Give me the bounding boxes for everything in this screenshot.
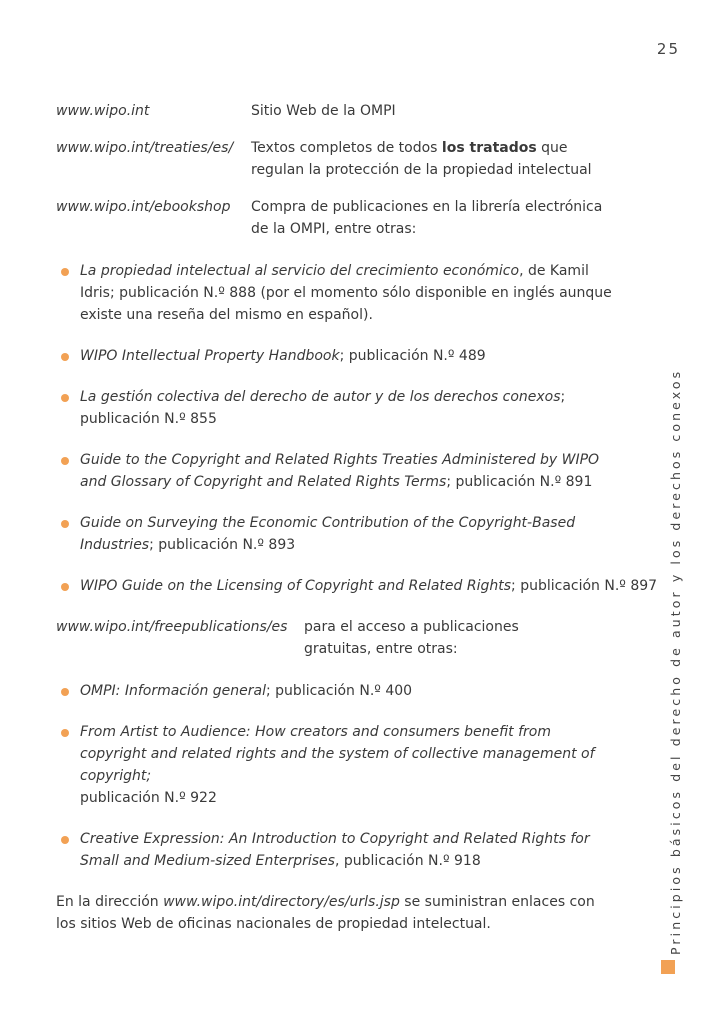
link-url[interactable]: www.wipo.int/ebookshop — [56, 199, 231, 215]
list-item — [56, 828, 616, 872]
bullet-icon — [61, 353, 69, 361]
bullet-icon — [61, 583, 69, 591]
link-url[interactable]: www.wipo.int — [56, 103, 150, 119]
freepublications-list — [56, 680, 616, 872]
publication-info: ; publicación N.º 897 — [511, 578, 658, 594]
publication-info: , de Kamil Idris; publicación N.º 888 (por el momento sólo disponible en inglés aunque existe una reseña del mismo en español). — [80, 263, 612, 323]
link-url[interactable]: www.wipo.int/treaties/es/ — [56, 140, 234, 156]
list-item — [56, 345, 616, 367]
list-item — [56, 386, 616, 430]
bullet-icon — [61, 268, 69, 276]
link-description: Compra de publicaciones en la librería electrónica de la OMPI, entre otras: — [251, 199, 603, 237]
link-row-ebookshop — [56, 196, 616, 240]
footer-paragraph — [56, 891, 616, 935]
publication-title: From Artist to Audience: How creators and consumers benefit from copyright and related rights and the system of collective management of copyright; — [80, 724, 595, 784]
page-number: 25 — [656, 40, 680, 58]
publication-title: La gestión colectiva del derecho de autor y de los derechos conexos — [80, 389, 561, 405]
publication-info: ; publicación N.º 893 — [149, 537, 296, 553]
list-item — [56, 449, 616, 493]
bullet-icon — [61, 394, 69, 402]
bullet-icon — [61, 520, 69, 528]
list-item — [56, 575, 658, 597]
publication-title: Guide to the Copyright and Related Rights Treaties Administered by WIPO and Glossary of Copyright and Related Rights Terms — [80, 452, 600, 490]
bullet-icon — [61, 836, 69, 844]
publication-info: ; publicación N.º 489 — [339, 348, 486, 364]
desc-text: que regulan la protección de la propiedad intelectual — [251, 140, 592, 178]
link-description: para el acceso a publicaciones gratuitas, entre otras: — [304, 619, 519, 657]
publication-title: Guide on Surveying the Economic Contribution of the Copyright-Based Industries — [80, 515, 576, 553]
publication-info: ; publicación N.º 855 — [80, 389, 566, 427]
directory-link[interactable]: www.wipo.int/directory/es/urls.jsp — [163, 894, 400, 910]
publication-info: publicación N.º 922 — [80, 790, 217, 806]
link-description: Sitio Web de la OMPI — [251, 103, 396, 119]
footer-text: se suministran enlaces con los sitios Web de oficinas nacionales de propiedad intelectual. — [56, 894, 595, 932]
link-row-treaties — [56, 137, 616, 181]
section-marker-square — [661, 960, 675, 974]
list-item — [56, 721, 616, 809]
publication-title: WIPO Intellectual Property Handbook — [80, 348, 340, 364]
footer-text: En la dirección — [56, 894, 164, 910]
bullet-icon — [61, 688, 69, 696]
list-item — [56, 260, 616, 326]
publication-info: ; publicación N.º 400 — [266, 683, 413, 699]
link-url[interactable]: www.wipo.int/freepublications/es — [56, 619, 288, 635]
desc-bold-text: los tratados — [441, 140, 537, 156]
publication-info: ; publicación N.º 891 — [446, 474, 593, 490]
list-item — [56, 512, 616, 556]
sidebar-title: Principios básicos del derecho de autor y los derechos conexos — [668, 368, 683, 955]
link-row-wipo — [56, 100, 616, 122]
publication-title: WIPO Guide on the Licensing of Copyright and Related Rights — [80, 578, 512, 594]
ebookshop-list — [56, 260, 658, 597]
page-content — [56, 100, 658, 935]
bullet-icon — [61, 729, 69, 737]
link-description — [251, 137, 616, 181]
publication-info: , publicación N.º 918 — [334, 853, 481, 869]
link-row-freepublications — [56, 616, 616, 660]
bullet-icon — [61, 457, 69, 465]
list-item — [56, 680, 616, 702]
publication-title: Creative Expression: An Introduction to Copyright and Related Rights for Small and Medium-sized Enterprises — [80, 831, 590, 869]
desc-text: Textos completos de todos — [251, 140, 442, 156]
publication-title: La propiedad intelectual al servicio del crecimiento económico — [80, 263, 520, 279]
publication-title: OMPI: Información general — [80, 683, 266, 699]
